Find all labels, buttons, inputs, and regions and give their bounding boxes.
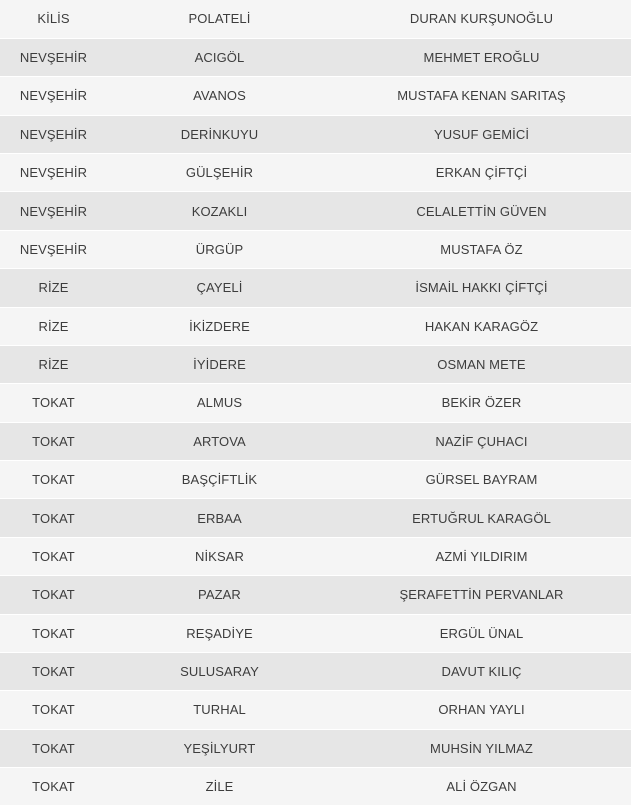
district-cell: ÇAYELİ (107, 269, 332, 307)
province-cell: TOKAT (0, 422, 107, 460)
district-cell: ÜRGÜP (107, 230, 332, 268)
district-cell: BAŞÇİFTLİK (107, 461, 332, 499)
district-cell: ERBAA (107, 499, 332, 537)
table-row (0, 614, 631, 652)
name-cell: GÜRSEL BAYRAM (332, 461, 631, 499)
name-cell: BEKİR ÖZER (332, 384, 631, 422)
name-cell: MUSTAFA KENAN SARITAŞ (332, 77, 631, 115)
table-row (0, 154, 631, 192)
province-cell: NEVŞEHİR (0, 38, 107, 76)
district-cell: YEŞİLYURT (107, 729, 332, 767)
province-cell: RİZE (0, 307, 107, 345)
province-cell: TOKAT (0, 729, 107, 767)
table-row (0, 192, 631, 230)
province-cell: NEVŞEHİR (0, 192, 107, 230)
table-row (0, 768, 631, 806)
province-cell: TOKAT (0, 537, 107, 575)
name-cell: ŞERAFETTİN PERVANLAR (332, 576, 631, 614)
table-row (0, 461, 631, 499)
province-cell: TOKAT (0, 691, 107, 729)
district-cell: GÜLŞEHİR (107, 154, 332, 192)
province-cell: TOKAT (0, 768, 107, 806)
table-row (0, 422, 631, 460)
table-row (0, 691, 631, 729)
name-cell: MUHSİN YILMAZ (332, 729, 631, 767)
province-cell: RİZE (0, 345, 107, 383)
name-cell: ORHAN YAYLI (332, 691, 631, 729)
district-cell: KOZAKLI (107, 192, 332, 230)
name-cell: NAZİF ÇUHACI (332, 422, 631, 460)
name-cell: YUSUF GEMİCİ (332, 115, 631, 153)
name-cell: AZMİ YILDIRIM (332, 537, 631, 575)
district-cell: NİKSAR (107, 537, 332, 575)
district-cell: İYİDERE (107, 345, 332, 383)
table-row (0, 115, 631, 153)
table-row (0, 0, 631, 38)
province-cell: TOKAT (0, 384, 107, 422)
province-cell: TOKAT (0, 461, 107, 499)
district-cell: DERİNKUYU (107, 115, 332, 153)
name-cell: ERGÜL ÜNAL (332, 614, 631, 652)
table-row (0, 576, 631, 614)
table-row (0, 729, 631, 767)
table-row (0, 230, 631, 268)
district-cell: ARTOVA (107, 422, 332, 460)
district-cell: PAZAR (107, 576, 332, 614)
district-cell: İKİZDERE (107, 307, 332, 345)
name-cell: ERKAN ÇİFTÇİ (332, 154, 631, 192)
district-cell: AVANOS (107, 77, 332, 115)
name-cell: İSMAİL HAKKI ÇİFTÇİ (332, 269, 631, 307)
table-row (0, 537, 631, 575)
district-cell: SULUSARAY (107, 652, 332, 690)
district-cell: ZİLE (107, 768, 332, 806)
table-row (0, 499, 631, 537)
district-cell: TURHAL (107, 691, 332, 729)
name-cell: ERTUĞRUL KARAGÖL (332, 499, 631, 537)
name-cell: OSMAN METE (332, 345, 631, 383)
province-cell: TOKAT (0, 652, 107, 690)
province-cell: NEVŞEHİR (0, 154, 107, 192)
table-row (0, 269, 631, 307)
name-cell: CELALETTİN GÜVEN (332, 192, 631, 230)
name-cell: MUSTAFA ÖZ (332, 230, 631, 268)
province-cell: KİLİS (0, 0, 107, 38)
name-cell: DURAN KURŞUNOĞLU (332, 0, 631, 38)
name-cell: ALİ ÖZGAN (332, 768, 631, 806)
table-row (0, 384, 631, 422)
province-cell: NEVŞEHİR (0, 115, 107, 153)
province-cell: TOKAT (0, 614, 107, 652)
district-cell: REŞADİYE (107, 614, 332, 652)
table-row (0, 307, 631, 345)
district-cell: ACIGÖL (107, 38, 332, 76)
table-row (0, 38, 631, 76)
name-cell: DAVUT KILIÇ (332, 652, 631, 690)
district-cell: POLATELİ (107, 0, 332, 38)
name-cell: HAKAN KARAGÖZ (332, 307, 631, 345)
district-cell: ALMUS (107, 384, 332, 422)
province-cell: RİZE (0, 269, 107, 307)
table-row (0, 77, 631, 115)
name-cell: MEHMET EROĞLU (332, 38, 631, 76)
province-cell: NEVŞEHİR (0, 230, 107, 268)
province-cell: TOKAT (0, 576, 107, 614)
table-row (0, 345, 631, 383)
table-row (0, 652, 631, 690)
province-cell: TOKAT (0, 499, 107, 537)
province-cell: NEVŞEHİR (0, 77, 107, 115)
